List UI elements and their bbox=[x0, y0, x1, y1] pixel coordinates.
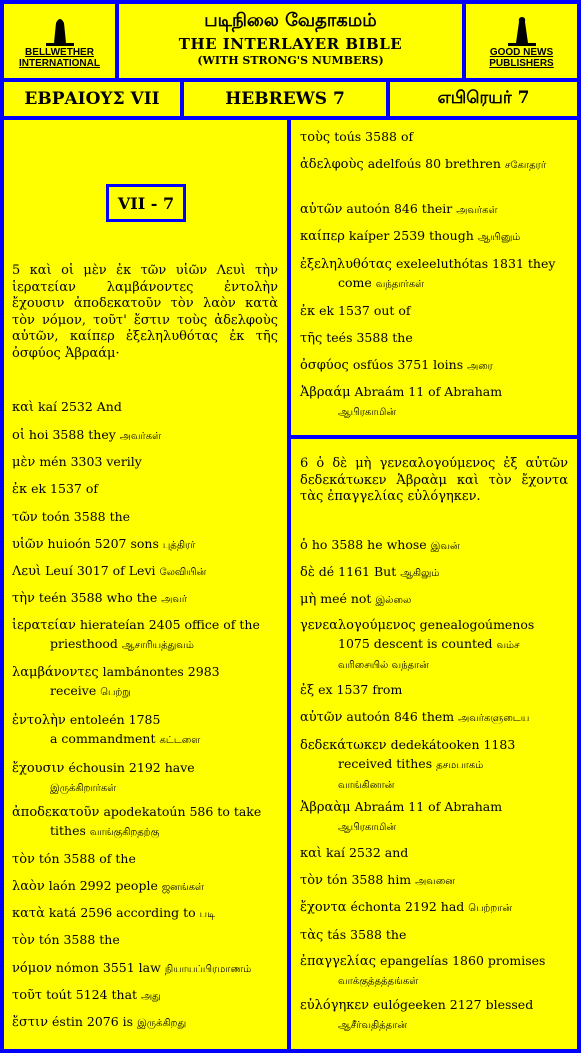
gloss-text: tón 3588 of the bbox=[38, 851, 136, 866]
gloss-continuation: tithes bbox=[50, 823, 86, 838]
gloss-entry bbox=[300, 200, 568, 220]
gloss-text: kaí 2532 And bbox=[38, 399, 122, 414]
tamil-gloss: ஆபிரகாமின் bbox=[338, 407, 397, 418]
gloss-entry bbox=[12, 759, 278, 798]
tamil-gloss: சகோதரர் bbox=[504, 160, 547, 171]
gloss-entry bbox=[300, 616, 568, 675]
tamil-gloss: வரிசையில் வந்தான் bbox=[338, 660, 429, 671]
gloss-text: meé not bbox=[320, 591, 372, 606]
greek-word: αὐτῶν bbox=[300, 710, 343, 725]
gloss-text: hierateían 2405 office of the bbox=[79, 617, 260, 632]
tamil-gloss: பெற்று bbox=[100, 687, 131, 698]
title-panel bbox=[119, 4, 462, 78]
gloss-entry bbox=[300, 926, 568, 945]
tamil-gloss: அவர் bbox=[161, 594, 188, 605]
gloss-text: tón 3588 him bbox=[326, 872, 412, 887]
gloss-continuation: come bbox=[338, 275, 372, 290]
gloss-text: teén 3588 who the bbox=[38, 590, 158, 605]
greek-word: τὸν bbox=[12, 852, 35, 867]
gloss-entry bbox=[300, 155, 568, 175]
gloss-text: epangelías 1860 promises bbox=[379, 953, 546, 968]
greek-word: μὴ bbox=[300, 592, 317, 607]
greek-word: νόμον bbox=[12, 961, 52, 976]
tamil-gloss: அது bbox=[141, 991, 161, 1002]
gloss-text: katá 2596 according to bbox=[48, 905, 196, 920]
gloss-entry bbox=[300, 681, 568, 700]
greek-word: ἔχουσιν bbox=[12, 761, 65, 776]
gloss-continuation: 1075 descent is counted bbox=[338, 636, 493, 651]
greek-word: Ἀβραὰμ bbox=[300, 800, 351, 815]
gloss-entry bbox=[300, 383, 568, 422]
gloss-entry bbox=[300, 329, 568, 348]
greek-word: δὲ bbox=[300, 565, 315, 580]
gloss-entry bbox=[300, 563, 568, 583]
tamil-gloss: ஆசாரியத்துவம் bbox=[121, 640, 194, 651]
left-logo-text: BELLWETHER INTERNATIONAL bbox=[19, 47, 100, 69]
greek-word: τῆς bbox=[300, 331, 323, 346]
greek-word: τὸν bbox=[300, 873, 323, 888]
gloss-entry bbox=[12, 1013, 278, 1033]
tamil-title: படிநிலை வேதாகமம் bbox=[204, 10, 377, 31]
greek-word: καίπερ bbox=[300, 229, 345, 244]
greek-word: καὶ bbox=[12, 400, 35, 415]
gloss-entry bbox=[12, 535, 278, 555]
tamil-gloss: அரை bbox=[467, 361, 493, 372]
gloss-entry bbox=[12, 803, 278, 842]
greek-word: ἐκ bbox=[12, 482, 28, 497]
greek-word: εὐλόγηκεν bbox=[300, 998, 370, 1013]
gloss-text: entoleén 1785 bbox=[69, 712, 161, 727]
greek-word: ἀδελφοὺς bbox=[300, 157, 364, 172]
verse-6-greek: 6 ὁ δὲ μὴ γενεαλογούμενος ἐξ αὐτῶν δεδεκάτωκεν Ἀβραὰμ καὶ τὸν ἔχοντα τὰς ἐπαγγελίας εὐλόγηκεν. bbox=[300, 456, 568, 504]
gloss-entry bbox=[12, 398, 278, 417]
gloss-text: ek 1537 of bbox=[31, 481, 98, 496]
greek-word: λαὸν bbox=[12, 879, 45, 894]
gloss-entry bbox=[12, 616, 278, 655]
english-ref: HEBREWS 7 bbox=[184, 82, 386, 116]
greek-word: τοὺς bbox=[300, 130, 331, 145]
tamil-gloss: புத்திரர் bbox=[162, 540, 196, 551]
gloss-text: eulógeeken 2127 blessed bbox=[373, 997, 534, 1012]
gloss-text: ek 1537 out of bbox=[319, 303, 411, 318]
tamil-gloss: கட்டளை bbox=[159, 735, 201, 746]
gloss-text: huioón 5207 sons bbox=[47, 536, 159, 551]
gloss-text: ho 3588 he whose bbox=[311, 537, 427, 552]
good-news-logo bbox=[466, 4, 577, 78]
greek-word: Λευὶ bbox=[12, 564, 42, 579]
verse-5-greek: 5 καὶ οἱ μὲν ἐκ τῶν υἱῶν Λευὶ τὴν ἱερατείαν λαμβάνοντες ἐντολὴν ἔχουσιν ἀποδεκατοῦν τὸν λαὸν κατὰ τὸν νόμον, τοῦτ' ἔστιν τοὺς ἀδελφοὺς αὐτῶν, καίπερ ἐξεληλυθότας ἐκ τῆς ὀσφύος Ἀβραάμ· bbox=[12, 263, 278, 361]
tamil-gloss: ஆபிரகாமின் bbox=[338, 822, 397, 833]
tamil-gloss: வாக்குத்தத்தங்கள் bbox=[338, 976, 419, 987]
gloss-text: Abraám 11 of Abraham bbox=[354, 384, 503, 399]
tamil-gloss: ஆகிலும் bbox=[400, 568, 440, 579]
gloss-entry bbox=[300, 536, 568, 556]
greek-word: αὐτῶν bbox=[300, 202, 343, 217]
tamil-gloss: படி bbox=[199, 909, 216, 920]
gloss-continuation: priesthood bbox=[50, 636, 118, 651]
greek-word: ὁ bbox=[300, 538, 308, 553]
gloss-entry bbox=[12, 931, 278, 950]
gloss-text: tón 3588 the bbox=[38, 932, 120, 947]
gloss-entry bbox=[12, 904, 278, 924]
gloss-text: mén 3303 verily bbox=[39, 454, 142, 469]
verse-tag: VII - 7 bbox=[106, 184, 186, 222]
gloss-text: échousin 2192 have bbox=[68, 760, 195, 775]
greek-word: καὶ bbox=[300, 846, 323, 861]
tamil-gloss: இருக்கிறார்கள் bbox=[50, 783, 117, 794]
tamil-ref: எபிரெயர் 7 bbox=[390, 82, 577, 116]
tamil-gloss: வாங்குகிறதற்கு bbox=[89, 827, 160, 838]
gloss-text: laón 2992 people bbox=[48, 878, 158, 893]
gloss-text: kaí 2532 and bbox=[326, 845, 409, 860]
tamil-gloss: பெற்றான் bbox=[468, 903, 513, 914]
greek-word: ἐξ bbox=[300, 683, 315, 698]
gloss-text: échonta 2192 had bbox=[350, 899, 465, 914]
gloss-entry bbox=[300, 996, 568, 1035]
greek-word: ὀσφύος bbox=[300, 358, 349, 373]
gloss-text: dé 1161 But bbox=[318, 564, 397, 579]
gloss-continuation: receive bbox=[50, 683, 97, 698]
gloss-entry bbox=[300, 871, 568, 891]
tamil-gloss: தசமபாகம் bbox=[436, 760, 484, 771]
greek-word: ἔστιν bbox=[12, 1015, 49, 1030]
gloss-entry bbox=[300, 898, 568, 918]
gloss-text: éstin 2076 is bbox=[52, 1014, 134, 1029]
tamil-gloss: அவனை bbox=[415, 876, 455, 887]
gloss-text: hoi 3588 they bbox=[28, 427, 116, 442]
gloss-text: dedekátooken 1183 bbox=[390, 737, 516, 752]
gloss-text: toón 3588 the bbox=[41, 509, 131, 524]
gloss-text: teés 3588 the bbox=[326, 330, 413, 345]
gloss-entry bbox=[300, 590, 568, 610]
right-logo-text: GOOD NEWS PUBLISHERS bbox=[489, 47, 554, 69]
greek-word: ἔχοντα bbox=[300, 900, 347, 915]
tamil-gloss: ஆசீர்வதித்தான் bbox=[338, 1020, 408, 1031]
greek-word: λαμβάνοντες bbox=[12, 665, 99, 680]
greek-word: ἐξεληλυθότας bbox=[300, 257, 392, 272]
greek-word: δεδεκάτωκεν bbox=[300, 738, 387, 753]
gloss-continuation: received tithes bbox=[338, 756, 433, 771]
book-subtitle: (WITH STRONG'S NUMBERS) bbox=[197, 54, 384, 67]
greek-word: υἱῶν bbox=[12, 537, 44, 552]
greek-word: ἐκ bbox=[300, 304, 316, 319]
gloss-entry bbox=[12, 663, 278, 702]
gloss-entry bbox=[12, 453, 278, 472]
greek-word: ἐπαγγελίας bbox=[300, 954, 376, 969]
gloss-entry bbox=[300, 844, 568, 863]
gloss-entry bbox=[300, 736, 568, 795]
greek-word: γενεαλογούμενος bbox=[300, 618, 416, 633]
gloss-text: apodekatoún 586 to take bbox=[103, 804, 262, 819]
gloss-text: toús 3588 of bbox=[334, 129, 414, 144]
gloss-text: Leuí 3017 of Levi bbox=[45, 563, 156, 578]
gloss-entry bbox=[12, 480, 278, 499]
tamil-gloss: வம்ச bbox=[496, 640, 520, 651]
tamil-gloss: அவர்களுடைய bbox=[458, 713, 530, 724]
greek-ref: ΕΒΡΑΙΟΥΣ VII bbox=[4, 82, 180, 116]
gloss-text: lambánontes 2983 bbox=[102, 664, 220, 679]
figure-icon bbox=[500, 13, 544, 47]
tamil-gloss: அவர்கள் bbox=[456, 205, 498, 216]
gloss-text: Abraám 11 of Abraham bbox=[354, 799, 503, 814]
gloss-text: ex 1537 from bbox=[318, 682, 403, 697]
gloss-entry bbox=[300, 798, 568, 837]
greek-word: οἱ bbox=[12, 428, 25, 443]
tamil-gloss: இவன் bbox=[430, 541, 460, 552]
gloss-text: nómon 3551 law bbox=[55, 960, 161, 975]
gloss-text: kaíper 2539 though bbox=[348, 228, 474, 243]
tamil-gloss: ஜனங்கள் bbox=[161, 882, 205, 893]
gloss-text: autoón 846 their bbox=[346, 201, 453, 216]
gloss-entry bbox=[12, 589, 278, 609]
gloss-entry bbox=[300, 227, 568, 247]
gloss-entry bbox=[12, 850, 278, 869]
tamil-gloss: இல்லை bbox=[375, 595, 412, 606]
gloss-continuation: a commandment bbox=[50, 731, 156, 746]
gloss-entry bbox=[12, 711, 278, 750]
gloss-entry bbox=[12, 986, 278, 1006]
tamil-gloss: வந்தார்கள் bbox=[375, 279, 425, 290]
gloss-entry bbox=[300, 128, 568, 147]
book-title: THE INTERLAYER BIBLE bbox=[178, 35, 403, 53]
gloss-text: genealogoúmenos bbox=[419, 617, 535, 632]
gloss-text: adelfoús 80 brethren bbox=[367, 156, 501, 171]
gloss-entry bbox=[300, 952, 568, 991]
gloss-entry bbox=[12, 877, 278, 897]
gloss-text: tás 3588 the bbox=[327, 927, 407, 942]
gloss-entry bbox=[12, 508, 278, 527]
gloss-text: osfúos 3751 loins bbox=[352, 357, 464, 372]
gloss-entry bbox=[12, 959, 278, 979]
greek-word: μὲν bbox=[12, 455, 36, 470]
gloss-entry bbox=[300, 302, 568, 321]
gloss-entry bbox=[300, 356, 568, 376]
bell-icon bbox=[40, 13, 80, 47]
tamil-gloss: ஆயினும் bbox=[477, 232, 521, 243]
gloss-entry bbox=[12, 426, 278, 446]
gloss-entry bbox=[300, 708, 568, 728]
greek-word: ἀποδεκατοῦν bbox=[12, 805, 100, 820]
tamil-gloss: வாங்கினான் bbox=[338, 780, 395, 791]
tamil-gloss: நியாயப்பிரமாணம் bbox=[164, 964, 252, 975]
tamil-gloss: லேவியின் bbox=[159, 567, 207, 578]
greek-word: Ἀβραάμ bbox=[300, 385, 351, 400]
gloss-text: exeleeluthótas 1831 they bbox=[395, 256, 556, 271]
tamil-gloss: அவர்கள் bbox=[119, 431, 162, 442]
greek-word: τὴν bbox=[12, 591, 35, 606]
bellwether-logo bbox=[4, 4, 115, 78]
gloss-entry bbox=[12, 562, 278, 582]
gloss-entry bbox=[300, 255, 568, 294]
gloss-text: toút 5124 that bbox=[46, 987, 138, 1002]
greek-word: ἱερατείαν bbox=[12, 618, 76, 633]
greek-word: κατὰ bbox=[12, 906, 45, 921]
tamil-gloss: இருக்கிறது bbox=[137, 1018, 187, 1029]
gloss-text: autoón 846 them bbox=[346, 709, 455, 724]
greek-word: ἐντολὴν bbox=[12, 713, 66, 728]
greek-word: τοῦτ bbox=[12, 988, 43, 1003]
greek-word: τὸν bbox=[12, 933, 35, 948]
greek-word: τῶν bbox=[12, 510, 38, 525]
greek-word: τὰς bbox=[300, 928, 324, 943]
